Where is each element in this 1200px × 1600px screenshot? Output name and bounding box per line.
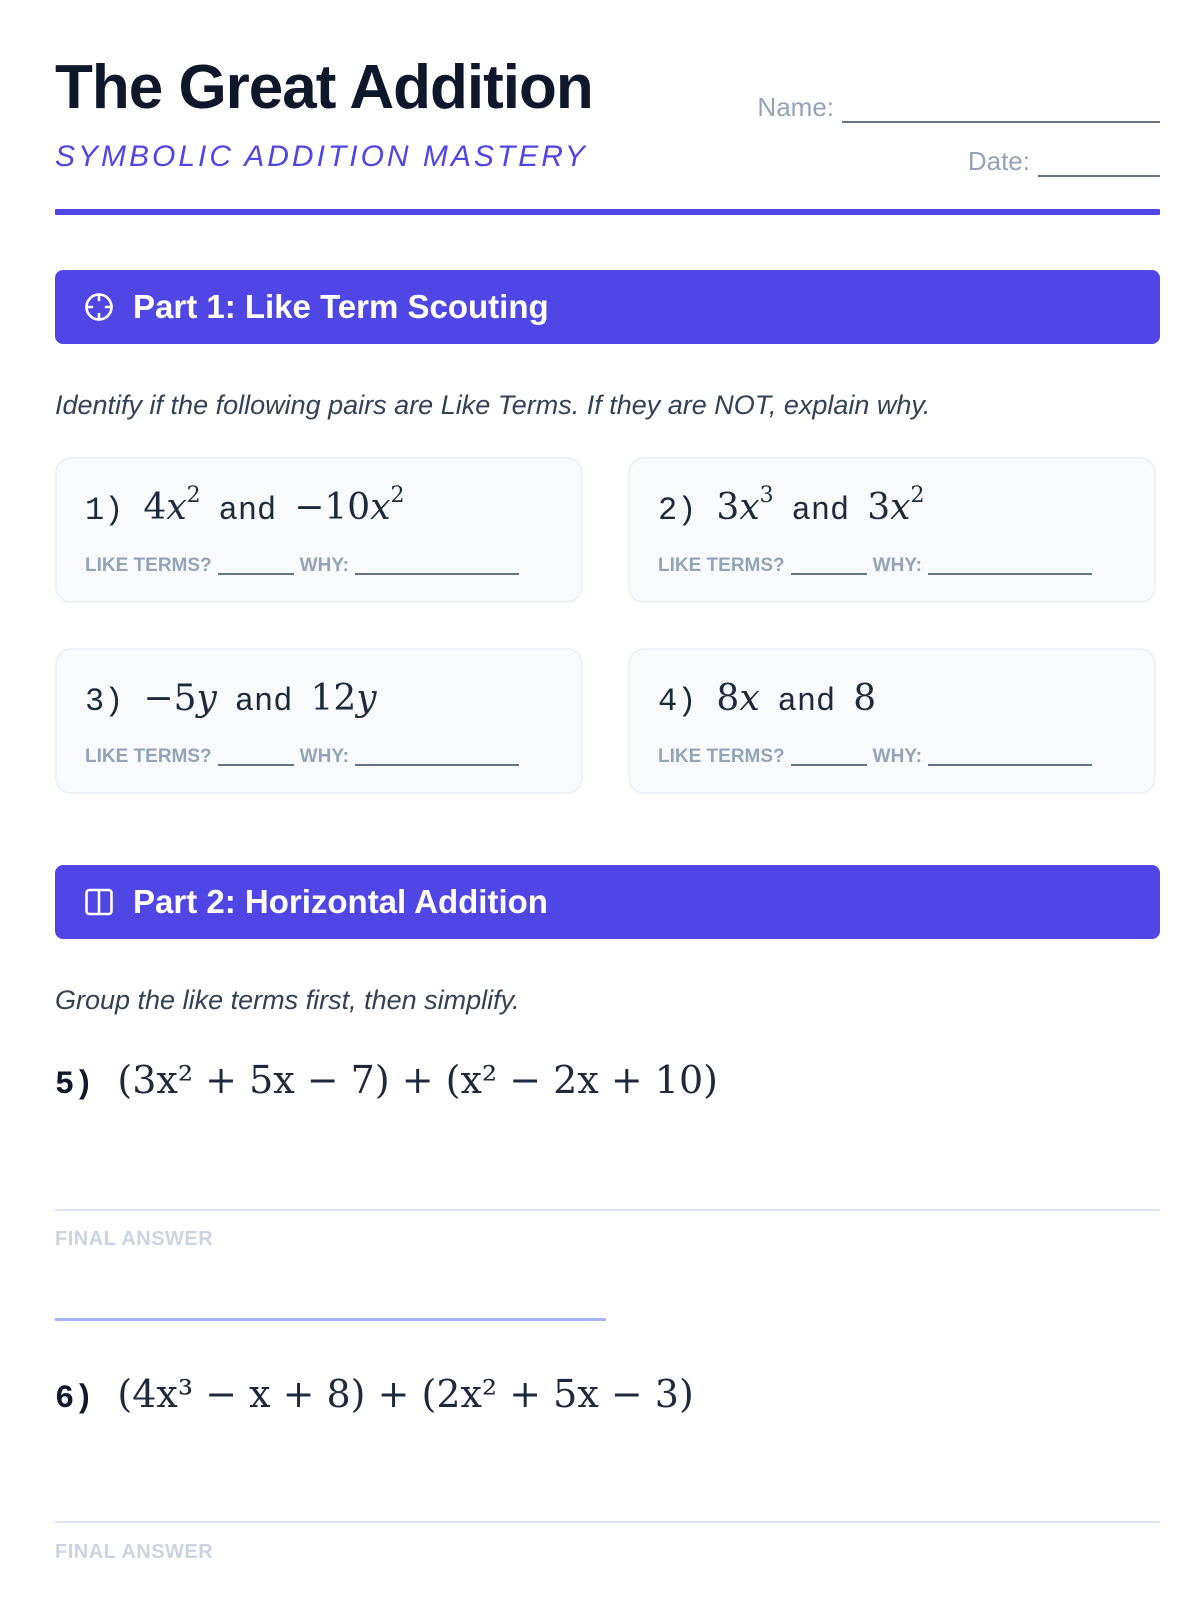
term-b: $-10x^2$ — [294, 483, 405, 528]
crosshair-icon — [83, 291, 115, 323]
problem-2 — [658, 483, 925, 529]
problem-expression: (4x³ − x + 8) + (2x² + 5x − 3) — [117, 1372, 694, 1416]
name-field[interactable] — [757, 92, 1160, 123]
term-a: $3x^3$ — [716, 483, 774, 528]
connector-word: and — [234, 683, 293, 720]
problem-number: 3) — [85, 683, 124, 720]
date-blank[interactable] — [1038, 153, 1160, 177]
page-subtitle: SYMBOLIC ADDITION MASTERY — [55, 140, 588, 173]
like-term-card — [55, 648, 583, 794]
problem-number: 5) — [55, 1066, 94, 1103]
why-blank[interactable] — [355, 559, 519, 575]
answer-row — [658, 555, 1098, 577]
date-field[interactable] — [968, 146, 1160, 177]
part1-instructions: Identify if the following pairs are Like Terms. If they are NOT, explain why. — [55, 390, 931, 420]
like-term-card — [55, 457, 583, 603]
like-terms-blank[interactable] — [218, 559, 294, 575]
why-label: WHY: — [872, 555, 922, 576]
like-terms-blank[interactable] — [791, 559, 867, 575]
why-blank[interactable] — [355, 750, 519, 766]
term-a: −5y — [143, 678, 217, 719]
why-blank[interactable] — [928, 750, 1092, 766]
like-terms-blank[interactable] — [218, 750, 294, 766]
problem-number: 2) — [658, 492, 697, 529]
worksheet-page — [55, 0, 1160, 1600]
columns-icon — [83, 886, 115, 918]
like-terms-label: LIKE TERMS? — [658, 555, 785, 576]
like-terms-label: LIKE TERMS? — [85, 746, 212, 767]
problem-expression: (3x² + 5x − 7) + (x² − 2x + 10) — [117, 1058, 718, 1102]
answer-row — [85, 555, 525, 577]
problem-number: 4) — [658, 683, 697, 720]
problem-5 — [55, 1058, 718, 1103]
term-b: 12y — [310, 678, 377, 719]
problem-6 — [55, 1372, 694, 1417]
why-label: WHY: — [299, 746, 349, 767]
why-blank[interactable] — [928, 559, 1092, 575]
final-answer-label: FINAL ANSWER — [55, 1541, 214, 1563]
header-divider — [55, 209, 1160, 215]
final-answer-label: FINAL ANSWER — [55, 1228, 214, 1250]
part2-instructions: Group the like terms first, then simplify. — [55, 985, 520, 1015]
name-blank[interactable] — [842, 99, 1160, 123]
problem-number: 6) — [55, 1380, 94, 1417]
part2-title: Part 2: Horizontal Addition — [133, 883, 548, 920]
final-answer-blank[interactable] — [55, 1318, 606, 1321]
work-line[interactable] — [55, 1209, 1160, 1211]
work-line[interactable] — [55, 1521, 1160, 1523]
term-b: 8 — [853, 678, 877, 719]
part1-banner — [55, 270, 1160, 344]
problem-3 — [85, 678, 377, 720]
like-terms-blank[interactable] — [791, 750, 867, 766]
problem-4 — [658, 678, 876, 720]
answer-row — [658, 746, 1098, 768]
term-b: $3x^2$ — [867, 483, 925, 528]
term-a: $4x^2$ — [143, 483, 201, 528]
connector-word: and — [791, 492, 850, 529]
part1-title: Part 1: Like Term Scouting — [133, 288, 549, 325]
like-terms-label: LIKE TERMS? — [85, 555, 212, 576]
answer-row — [85, 746, 525, 768]
why-label: WHY: — [872, 746, 922, 767]
why-label: WHY: — [299, 555, 349, 576]
connector-word: and — [777, 683, 836, 720]
connector-word: and — [218, 492, 277, 529]
problem-1 — [85, 483, 405, 529]
like-term-card — [628, 648, 1156, 794]
problem-number: 1) — [85, 492, 124, 529]
part2-banner — [55, 865, 1160, 939]
like-term-card — [628, 457, 1156, 603]
name-label: Name: — [757, 92, 834, 122]
term-a: 8x — [716, 678, 760, 719]
page-title: The Great Addition — [55, 53, 593, 122]
like-terms-label: LIKE TERMS? — [658, 746, 785, 767]
date-label: Date: — [967, 146, 1030, 176]
